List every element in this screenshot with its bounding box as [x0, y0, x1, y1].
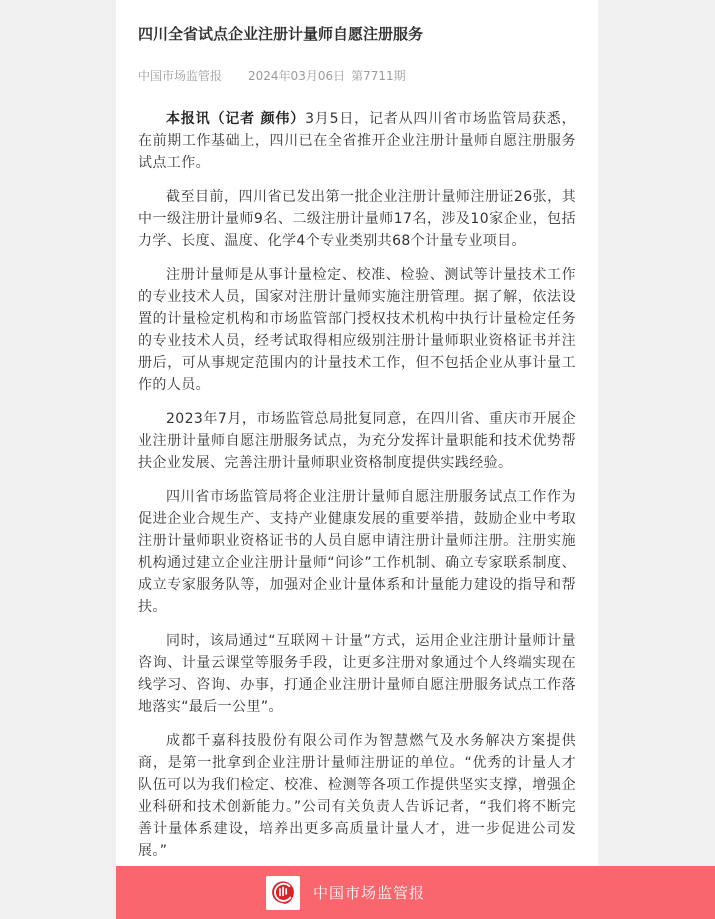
paragraph-lead: 本报讯（记者 颜伟）	[166, 111, 306, 127]
article-paragraph: 同时，该局通过“互联网＋计量”方式，运用企业注册计量师计量咨询、计量云课堂等服务手段，让更多注册对象通过个人终端实现在线学习、咨询、办事，打通企业注册计量师自愿注册服务试点工作落地落实“最后一公里”。	[138, 633, 576, 715]
footer-bar	[116, 866, 715, 919]
article-paragraph: 四川省市场监管局将企业注册计量师自愿注册服务试点工作作为促进企业合规生产、支持产业健康发展的重要举措，鼓励企业中考取注册计量师职业资格证书的人员自愿申请注册计量师注册。注册实施机构通过建立企业注册计量师“问诊”工作机制、确立专家联系制度、成立专家服务队等，加强对企业计量体系和计量能力建设的指导和帮扶。	[138, 489, 576, 615]
article-paragraph: 注册计量师是从事计量检定、校准、检验、测试等计量技术工作的专业技术人员，国家对注册计量师实施注册管理。据了解，依法设置的计量检定机构和市场监管部门授权技术机构中执行计量检定任务的专业技术人员，经考试取得相应级别注册计量师职业资格证书并注册后，可从事规定范围内的计量技术工作，但不包括企业从事计量工作的人员。	[138, 267, 576, 393]
article-paragraph: 成都千嘉科技股份有限公司作为智慧燃气及水务解决方案提供商，是第一批拿到企业注册计量师注册证的单位。“优秀的计量人才队伍可以为我们检定、校准、检测等各项工作提供坚实支撑，增强企业科研和技术创新能力。”公司有关负责人告诉记者，“我们将不断完善计量体系建设，培养出更多高质量计量人才，进一步促进公司发展。”	[138, 733, 576, 859]
article-paragraph: 截至目前，四川省已发出第一批企业注册计量师注册证26张，其中一级注册计量师9名、二级注册计量师17名，涉及10家企业，包括力学、长度、温度、化学4个专业类别共68个计量专业项目。	[138, 189, 576, 249]
article-body	[138, 108, 576, 866]
footer-logo[interactable]	[266, 876, 300, 910]
meta-issue: 第7711期	[351, 69, 406, 83]
article-paragraph: 2023年7月，市场监管总局批复同意，在四川省、重庆市开展企业注册计量师自愿注册服务试点，为充分发挥计量职能和技术优势帮扶企业发展、完善注册计量师职业资格制度提供实践经验。	[138, 411, 576, 471]
footer-brand-name[interactable]: 中国市场监管报	[313, 884, 426, 902]
article-meta	[138, 67, 576, 84]
meta-source: 中国市场监管报	[138, 69, 223, 83]
article-card	[116, 0, 598, 866]
meta-date: 2024年03月06日	[248, 69, 346, 83]
article-paragraph: 本报讯（记者 颜伟）3月5日，记者从四川省市场监管局获悉，在前期工作基础上，四川已在全省推开企业注册计量师自愿注册服务试点工作。	[138, 111, 576, 171]
samr-newspaper-logo-icon	[269, 879, 297, 907]
page-title: 四川全省试点企业注册计量师自愿注册服务	[138, 25, 424, 43]
